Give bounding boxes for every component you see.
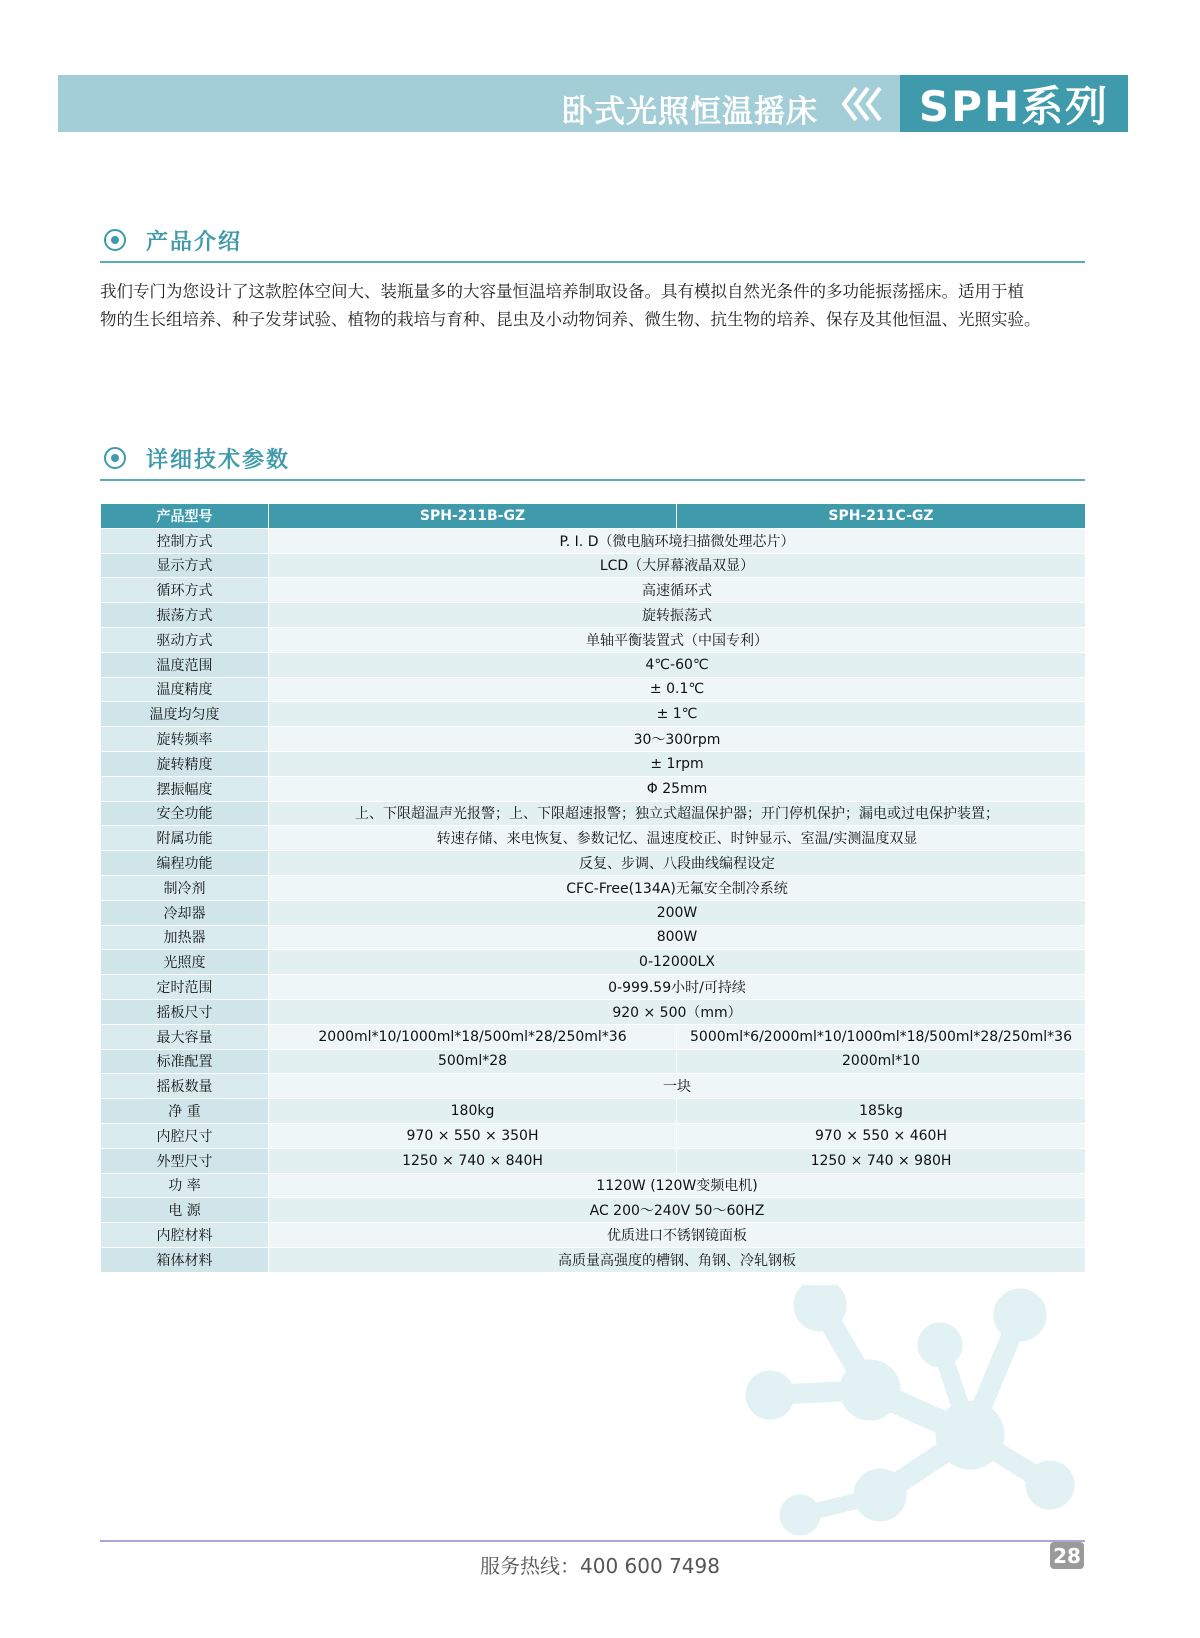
spec-row [101, 702, 1086, 727]
spec-row [101, 578, 1086, 603]
target-bullet-icon [104, 447, 126, 469]
spec-value-cell: Φ 25mm [269, 776, 1086, 801]
spec-label-cell: 箱体材料 [101, 1247, 269, 1272]
spec-row [101, 1074, 1086, 1099]
spec-value-cell-c: 2000ml*10 [677, 1049, 1086, 1074]
spec-row [101, 553, 1086, 578]
intro-line: 物的生长组培养、种子发芽试验、植物的栽培与育种、昆虫及小动物饲养、微生物、抗生物的培养、保存及其他恒温、光照实验。 [100, 310, 1041, 329]
spec-row [101, 1247, 1086, 1272]
spec-row [101, 801, 1086, 826]
spec-value-cell-c: 5000ml*6/2000ml*10/1000ml*18/500ml*28/250ml*36 [677, 1024, 1086, 1049]
footer-divider [100, 1540, 1085, 1542]
spec-value-cell: 0-12000LX [269, 950, 1086, 975]
intro-line: 我们专门为您设计了这款腔体空间大、装瓶量多的大容量恒温培养制取设备。具有模拟自然光条件的多功能振荡摇床。适用于植 [100, 282, 1024, 301]
spec-row [101, 1148, 1086, 1173]
spec-row [101, 975, 1086, 1000]
intro-heading: 产品介绍 [146, 230, 243, 255]
spec-label-cell: 温度范围 [101, 652, 269, 677]
spec-row [101, 826, 1086, 851]
spec-value-cell-b: 500ml*28 [269, 1049, 677, 1074]
spec-section-header [100, 445, 1085, 481]
spec-value-cell: 200W [269, 900, 1086, 925]
spec-heading: 详细技术参数 [146, 448, 291, 473]
spec-row [101, 1024, 1086, 1049]
spec-value-cell: 4℃-60℃ [269, 652, 1086, 677]
spec-label-cell: 摆振幅度 [101, 776, 269, 801]
spec-row [101, 751, 1086, 776]
spec-value-cell-b: 970 × 550 × 350H [269, 1123, 677, 1148]
intro-section-header [100, 227, 1085, 263]
spec-table [100, 503, 1086, 1273]
spec-label-cell: 外型尺寸 [101, 1148, 269, 1173]
spec-row [101, 1049, 1086, 1074]
spec-label-cell: 驱动方式 [101, 627, 269, 652]
spec-label-cell: 摇板数量 [101, 1074, 269, 1099]
spec-row [101, 999, 1086, 1024]
spec-value-cell: CFC-Free(134A)无氟安全制冷系统 [269, 875, 1086, 900]
spec-row [101, 1198, 1086, 1223]
spec-value-cell-b: 1250 × 740 × 840H [269, 1148, 677, 1173]
spec-row [101, 727, 1086, 752]
spec-label-cell: 旋转频率 [101, 727, 269, 752]
spec-label-cell: 安全功能 [101, 801, 269, 826]
molecule-decoration [740, 1285, 1080, 1545]
spec-value-cell: 旋转振荡式 [269, 603, 1086, 628]
spec-value-cell: ± 1℃ [269, 702, 1086, 727]
spec-value-cell: ± 0.1℃ [269, 677, 1086, 702]
spec-label-cell: 标准配置 [101, 1049, 269, 1074]
spec-table-header-row [101, 504, 1086, 529]
header-label-cell: 产品型号 [101, 504, 269, 529]
spec-row [101, 677, 1086, 702]
spec-value-cell: 0-999.59小时/可持续 [269, 975, 1086, 1000]
spec-row [101, 950, 1086, 975]
spec-value-cell: LCD（大屏幕液晶双显） [269, 553, 1086, 578]
spec-value-cell: 高速循环式 [269, 578, 1086, 603]
spec-row [101, 900, 1086, 925]
spec-value-cell: P. I. D（微电脑环境扫描微处理芯片） [269, 528, 1086, 553]
spec-value-cell-c: 970 × 550 × 460H [677, 1123, 1086, 1148]
spec-value-cell: ± 1rpm [269, 751, 1086, 776]
spec-label-cell: 内腔尺寸 [101, 1123, 269, 1148]
spec-label-cell: 定时范围 [101, 975, 269, 1000]
spec-value-cell: 转速存储、来电恢复、参数记忆、温速度校正、时钟显示、室温/实测温度双显 [269, 826, 1086, 851]
spec-label-cell: 内腔材料 [101, 1223, 269, 1248]
spec-value-cell-c: 185kg [677, 1099, 1086, 1124]
spec-row [101, 1223, 1086, 1248]
spec-value-cell: AC 200～240V 50～60HZ [269, 1198, 1086, 1223]
spec-label-cell: 光照度 [101, 950, 269, 975]
spec-label-cell: 控制方式 [101, 528, 269, 553]
spec-row [101, 528, 1086, 553]
spec-value-cell: 优质进口不锈钢镜面板 [269, 1223, 1086, 1248]
spec-label-cell: 循环方式 [101, 578, 269, 603]
series-label: SPH系列 [900, 75, 1128, 132]
spec-value-cell: 一块 [269, 1074, 1086, 1099]
spec-value-cell-c: 1250 × 740 × 980H [677, 1148, 1086, 1173]
spec-label-cell: 显示方式 [101, 553, 269, 578]
spec-value-cell: 高质量高强度的槽钢、角钢、冷轧钢板 [269, 1247, 1086, 1272]
spec-value-cell: 920 × 500（mm） [269, 999, 1086, 1024]
spec-label-cell: 电 源 [101, 1198, 269, 1223]
spec-value-cell: 上、下限超温声光报警；上、下限超速报警；独立式超温保护器；开门停机保护；漏电或过电保护装置； [269, 801, 1086, 826]
spec-label-cell: 编程功能 [101, 851, 269, 876]
spec-label-cell: 附属功能 [101, 826, 269, 851]
spec-label-cell: 净 重 [101, 1099, 269, 1124]
spec-row [101, 652, 1086, 677]
spec-row [101, 1173, 1086, 1198]
service-hotline: 服务热线：400 600 7498 [480, 1554, 720, 1578]
spec-value-cell-b: 2000ml*10/1000ml*18/500ml*28/250ml*36 [269, 1024, 677, 1049]
spec-row [101, 776, 1086, 801]
product-title: 卧式光照恒温摇床 [562, 94, 818, 130]
spec-value-cell: 单轴平衡装置式（中国专利） [269, 627, 1086, 652]
spec-value-cell: 反复、步调、八段曲线编程设定 [269, 851, 1086, 876]
spec-label-cell: 摇板尺寸 [101, 999, 269, 1024]
spec-label-cell: 温度均匀度 [101, 702, 269, 727]
spec-label-cell: 温度精度 [101, 677, 269, 702]
spec-row [101, 1123, 1086, 1148]
spec-value-cell-b: 180kg [269, 1099, 677, 1124]
spec-label-cell: 最大容量 [101, 1024, 269, 1049]
spec-label-cell: 冷却器 [101, 900, 269, 925]
spec-value-cell: 30～300rpm [269, 727, 1086, 752]
spec-row [101, 875, 1086, 900]
spec-value-cell: 800W [269, 925, 1086, 950]
model-c-header: SPH-211C-GZ [677, 504, 1086, 529]
spec-row [101, 925, 1086, 950]
spec-row [101, 851, 1086, 876]
spec-row [101, 1099, 1086, 1124]
spec-label-cell: 功 率 [101, 1173, 269, 1198]
intro-paragraph [100, 278, 1085, 334]
spec-row [101, 627, 1086, 652]
triple-chevron-icon [840, 84, 886, 124]
spec-label-cell: 制冷剂 [101, 875, 269, 900]
page-number: 28 [1050, 1542, 1084, 1569]
spec-row [101, 603, 1086, 628]
spec-label-cell: 振荡方式 [101, 603, 269, 628]
spec-label-cell: 加热器 [101, 925, 269, 950]
spec-label-cell: 旋转精度 [101, 751, 269, 776]
spec-value-cell: 1120W (120W变频电机) [269, 1173, 1086, 1198]
target-bullet-icon [104, 229, 126, 251]
model-b-header: SPH-211B-GZ [269, 504, 677, 529]
